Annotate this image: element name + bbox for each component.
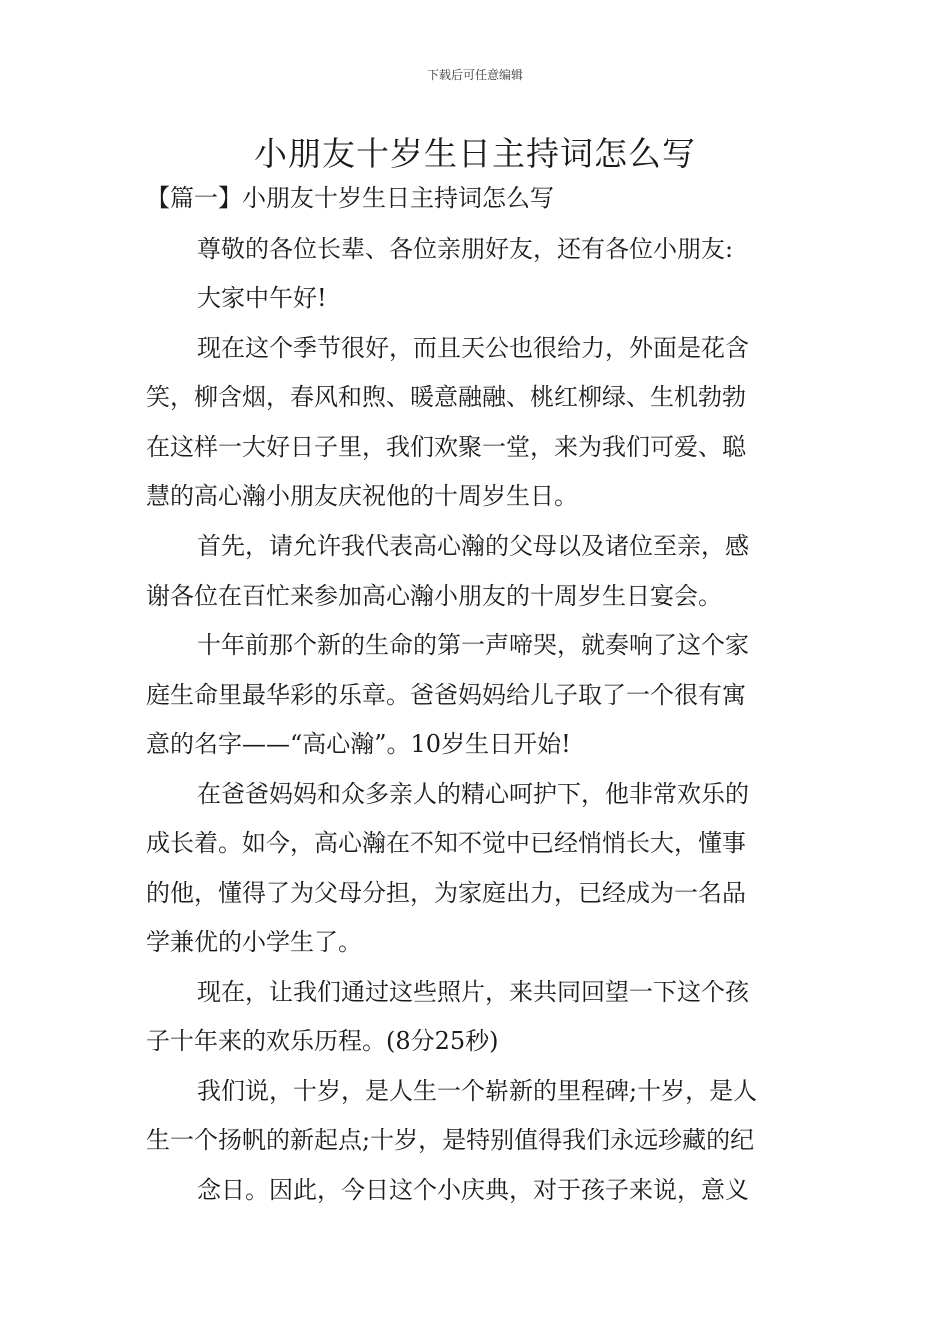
paragraph-line: 成长着。如今，高心瀚在不知不觉中已经悄悄长大，懂事 [146,829,746,857]
paragraph-line: 学兼优的小学生了。 [146,928,362,956]
paragraph-line: 生一个扬帆的新起点;十岁，是特别值得我们永远珍藏的纪 [146,1126,755,1154]
paragraph-line: 现在，让我们通过这些照片，来共同回望一下这个孩 [197,978,749,1006]
document-title: 小朋友十岁生日主持词怎么写 [254,134,696,173]
header-note: 下载后可任意编辑 [426,68,523,82]
paragraph-line: 意的名字——“高心瀚”。10岁生日开始! [146,730,571,758]
section-heading: 【篇一】小朋友十岁生日主持词怎么写 [146,184,554,212]
paragraph-line: 首先，请允许我代表高心瀚的父母以及诸位至亲，感 [197,532,749,560]
paragraph-line: 十年前那个新的生命的第一声啼哭，就奏响了这个家 [197,631,749,659]
paragraph-line: 笑，柳含烟，春风和煦、暖意融融、桃红柳绿、生机勃勃 [146,383,746,411]
paragraph-line: 我们说，十岁，是人生一个崭新的里程碑;十岁，是人 [197,1077,758,1105]
paragraph-line: 庭生命里最华彩的乐章。爸爸妈妈给儿子取了一个很有寓 [146,681,746,709]
paragraph-line: 谢各位在百忙来参加高心瀚小朋友的十周岁生日宴会。 [146,582,722,610]
paragraph-line: 现在这个季节很好，而且天公也很给力，外面是花含 [197,334,749,362]
paragraph-line: 大家中午好! [197,284,327,312]
paragraph-line: 尊敬的各位长辈、各位亲朋好友，还有各位小朋友: [197,235,734,263]
paragraph-line: 的他，懂得了为父母分担，为家庭出力，已经成为一名品 [146,879,746,907]
paragraph-line: 念日。因此，今日这个小庆典，对于孩子来说，意义 [197,1176,749,1204]
paragraph-line: 在这样一大好日子里，我们欢聚一堂，来为我们可爱、聪 [146,433,746,461]
paragraph-line: 在爸爸妈妈和众多亲人的精心呵护下，他非常欢乐的 [197,780,749,808]
paragraph-line: 慧的高心瀚小朋友庆祝他的十周岁生日。 [146,482,578,510]
paragraph-line: 子十年来的欢乐历程。(8分25秒) [146,1027,499,1055]
